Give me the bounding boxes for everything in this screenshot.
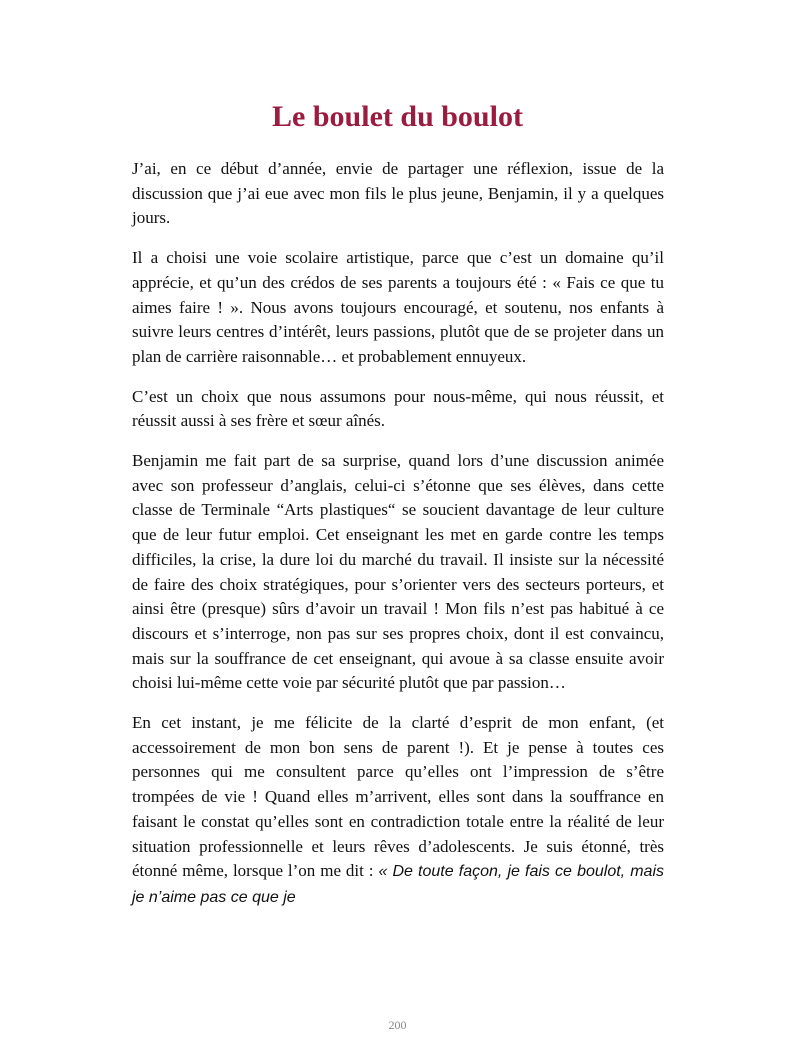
paragraph-5-quote: « De toute façon, je fais ce boulot, mais je n’aime pas ce que je: [132, 863, 665, 906]
paragraph-2: Il a choisi une voie scolaire artistique, parce que c’est un domaine qu’il apprécie, et qu’un des crédos de ses parents a toujours été : « Fais ce que tu aimes faire ! ». Nous avons toujours encouragé, et soutenu, nos enfants à suivre leurs centres d’intérêt, leurs passions, plutôt que de se projeter dans un plan de carrière raisonnable… et probablement ennuyeux.: [132, 248, 664, 366]
paragraph-5: [132, 711, 664, 911]
chapter-title: Le boulet du boulot: [272, 100, 523, 133]
paragraph-5-text: En cet instant, je me félicite de la clarté d’esprit de mon enfant, (et accessoirement de mon bon sens de parent !). Et je pense à toutes ces personnes qui me consultent parce qu’elles ont l’impression de s’être trompées de vie ! Quand elles m’arrivent, elles sont dans la souffrance en faisant le constat qu’elles sont en contradiction totale entre la réalité de leur situation professionnelle et leurs rêves d’adolescents. Je suis étonné, très étonné même, lorsque l’on me dit :: [132, 713, 664, 881]
paragraph-3: C’est un choix que nous assumons pour nous-même, qui nous réussit, et réussit aussi à ses frère et sœur aînés.: [132, 386, 664, 431]
paragraph-4: Benjamin me fait part de sa surprise, quand lors d’une discussion animée avec son professeur d’anglais, celui-ci s’étonne que ses élèves, dans cette classe de Terminale “Arts plastiques“ se soucient davantage de leur culture que de leur futur emploi. Cet enseignant les met en garde contre les temps difficiles, la crise, la dure loi du marché du travail. Il insiste sur la nécessité de faire des choix stratégiques, pour s’orienter vers des secteurs porteurs, et ainsi être (presque) sûrs d’avoir un travail ! Mon fils n’est pas habitué à ce discours et s’interroge, non pas sur ses propres choix, dont il est convaincu, mais sur la souffrance de cet enseignant, qui avoue à sa classe ensuite avoir choisi lui-même cette voie par sécurité plutôt que par passion…: [132, 451, 664, 693]
page-number: 200: [388, 1018, 407, 1032]
paragraph-1: J’ai, en ce début d’année, envie de partager une réflexion, issue de la discussion que j’ai eue avec mon fils le plus jeune, Benjamin, il y a quelques jours.: [132, 159, 664, 228]
chapter-body: [132, 157, 664, 926]
